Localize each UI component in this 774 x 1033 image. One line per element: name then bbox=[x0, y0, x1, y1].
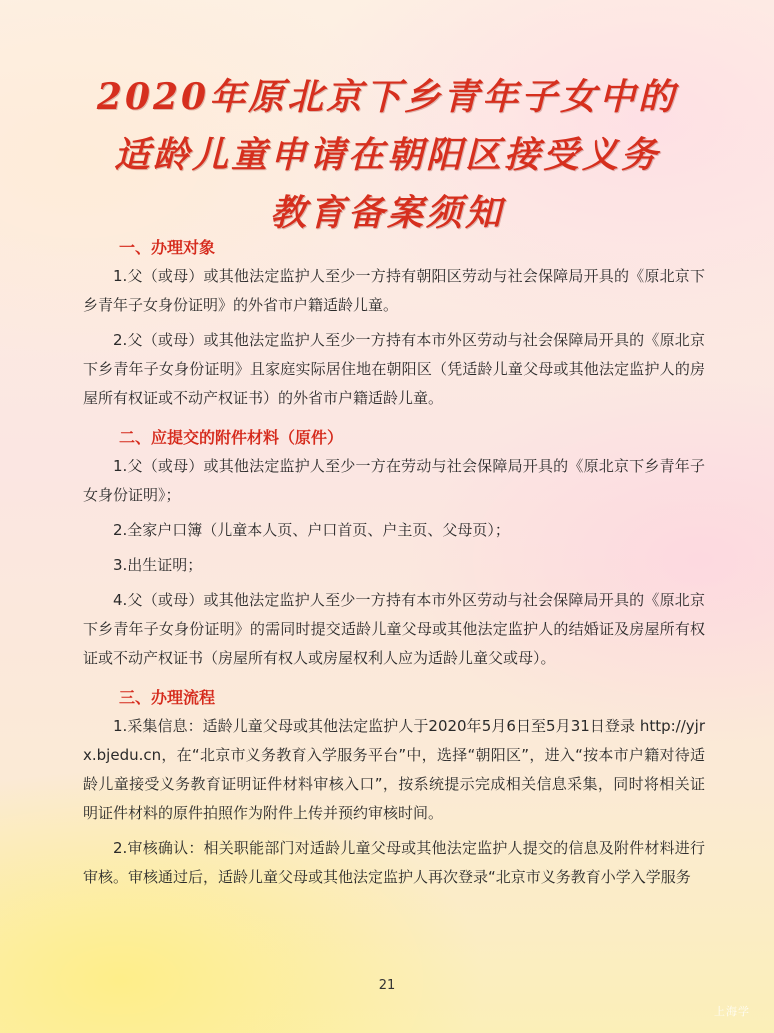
title-line-3: 教育备案须知 bbox=[269, 192, 504, 234]
document-body bbox=[83, 233, 705, 898]
paragraph: 4.父（或母）或其他法定监护人至少一方持有本市外区劳动与社会保障局开具的《原北京下乡青年子女身份证明》的需同时提交适龄儿童父母或其他法定监护人的结婚证及房屋所有权证或不动产权证书（房屋所有权人或房屋权利人应为适龄儿童父或母）。 bbox=[83, 591, 705, 667]
section-process bbox=[83, 683, 705, 892]
paragraph: 1.父（或母）或其他法定监护人至少一方持有朝阳区劳动与社会保障局开具的《原北京下乡青年子女身份证明》的外省市户籍适龄儿童。 bbox=[83, 267, 705, 314]
paragraph: 1.采集信息：适龄儿童父母或其他法定监护人于2020年5月6日至5月31日登录 http://yjrx.bjedu.cn，在“北京市义务教育入学服务平台”中，选择“朝阳区”，进入“按本市户籍对待适龄儿童接受义务教育证明证件材料审核入口”，按系统提示完成相关信息采集，同时将相关证明证件材料的原件拍照作为附件上传并预约审核时间。 bbox=[83, 717, 705, 822]
section-heading: 二、应提交的附件材料（原件） bbox=[119, 428, 344, 447]
section-materials bbox=[83, 423, 705, 673]
page-number: 21 bbox=[378, 978, 396, 993]
paragraph: 1.父（或母）或其他法定监护人至少一方在劳动与社会保障局开具的《原北京下乡青年子女身份证明》； bbox=[83, 457, 705, 504]
section-applicants bbox=[83, 233, 705, 413]
title-line-2: 适龄儿童申请在朝阳区接受义务 bbox=[113, 134, 660, 176]
section-heading: 一、办理对象 bbox=[119, 238, 216, 257]
paragraph: 2.审核确认：相关职能部门对适龄儿童父母或其他法定监护人提交的信息及附件材料进行审核。审核通过后，适龄儿童父母或其他法定监护人再次登录“北京市义务教育小学入学服务 bbox=[83, 839, 705, 886]
paragraph: 2.全家户口簿（儿童本人页、户口首页、户主页、父母页）； bbox=[113, 521, 510, 539]
paragraph: 3.出生证明； bbox=[113, 556, 203, 574]
document-title bbox=[0, 68, 774, 242]
section-heading: 三、办理流程 bbox=[119, 688, 216, 707]
title-line-1: 2020年原北京下乡青年子女中的 bbox=[96, 76, 678, 118]
watermark: 上海学 bbox=[714, 1005, 750, 1018]
paragraph: 2.父（或母）或其他法定监护人至少一方持有本市外区劳动与社会保障局开具的《原北京下乡青年子女身份证明》且家庭实际居住地在朝阳区（凭适龄儿童父母或其他法定监护人的房屋所有权证或不动产权证书）的外省市户籍适龄儿童。 bbox=[83, 331, 705, 407]
